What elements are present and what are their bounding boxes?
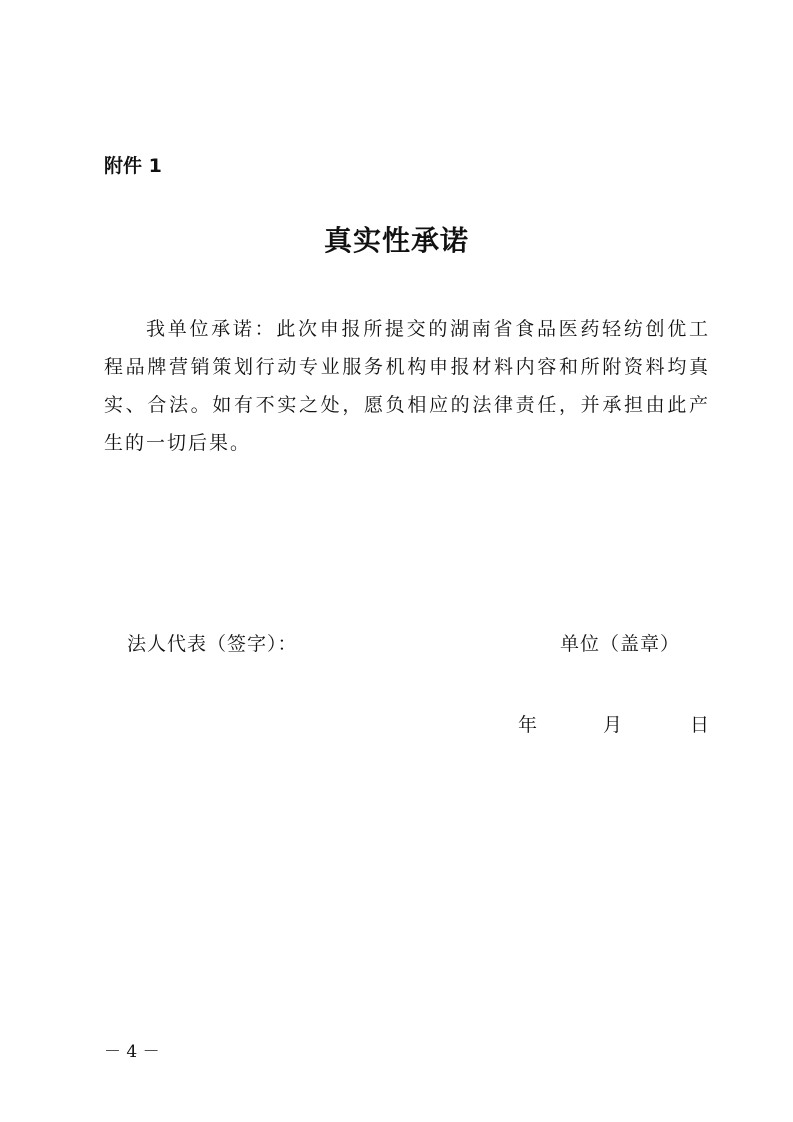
attachment-label: 附件 1 [104,155,162,177]
date-day-label: 日 [690,714,710,736]
legal-representative-signature-label: 法人代表（签字）： [127,633,298,655]
date-month-label: 月 [603,714,623,736]
page-number: － 4 － [104,1042,160,1062]
unit-seal-label: 单位（盖章） [560,633,681,655]
commitment-paragraph: 我单位承诺：此次申报所提交的湖南省食品医药轻纺创优工程品牌营销策划行动专业服务机构申报材料内容和所附资料均真实、合法。如有不实之处，愿负相应的法律责任，并承担由此产生的一切后果。 [104,318,710,454]
date-year-label: 年 [518,714,538,736]
document-title: 真实性承诺 [323,224,469,257]
